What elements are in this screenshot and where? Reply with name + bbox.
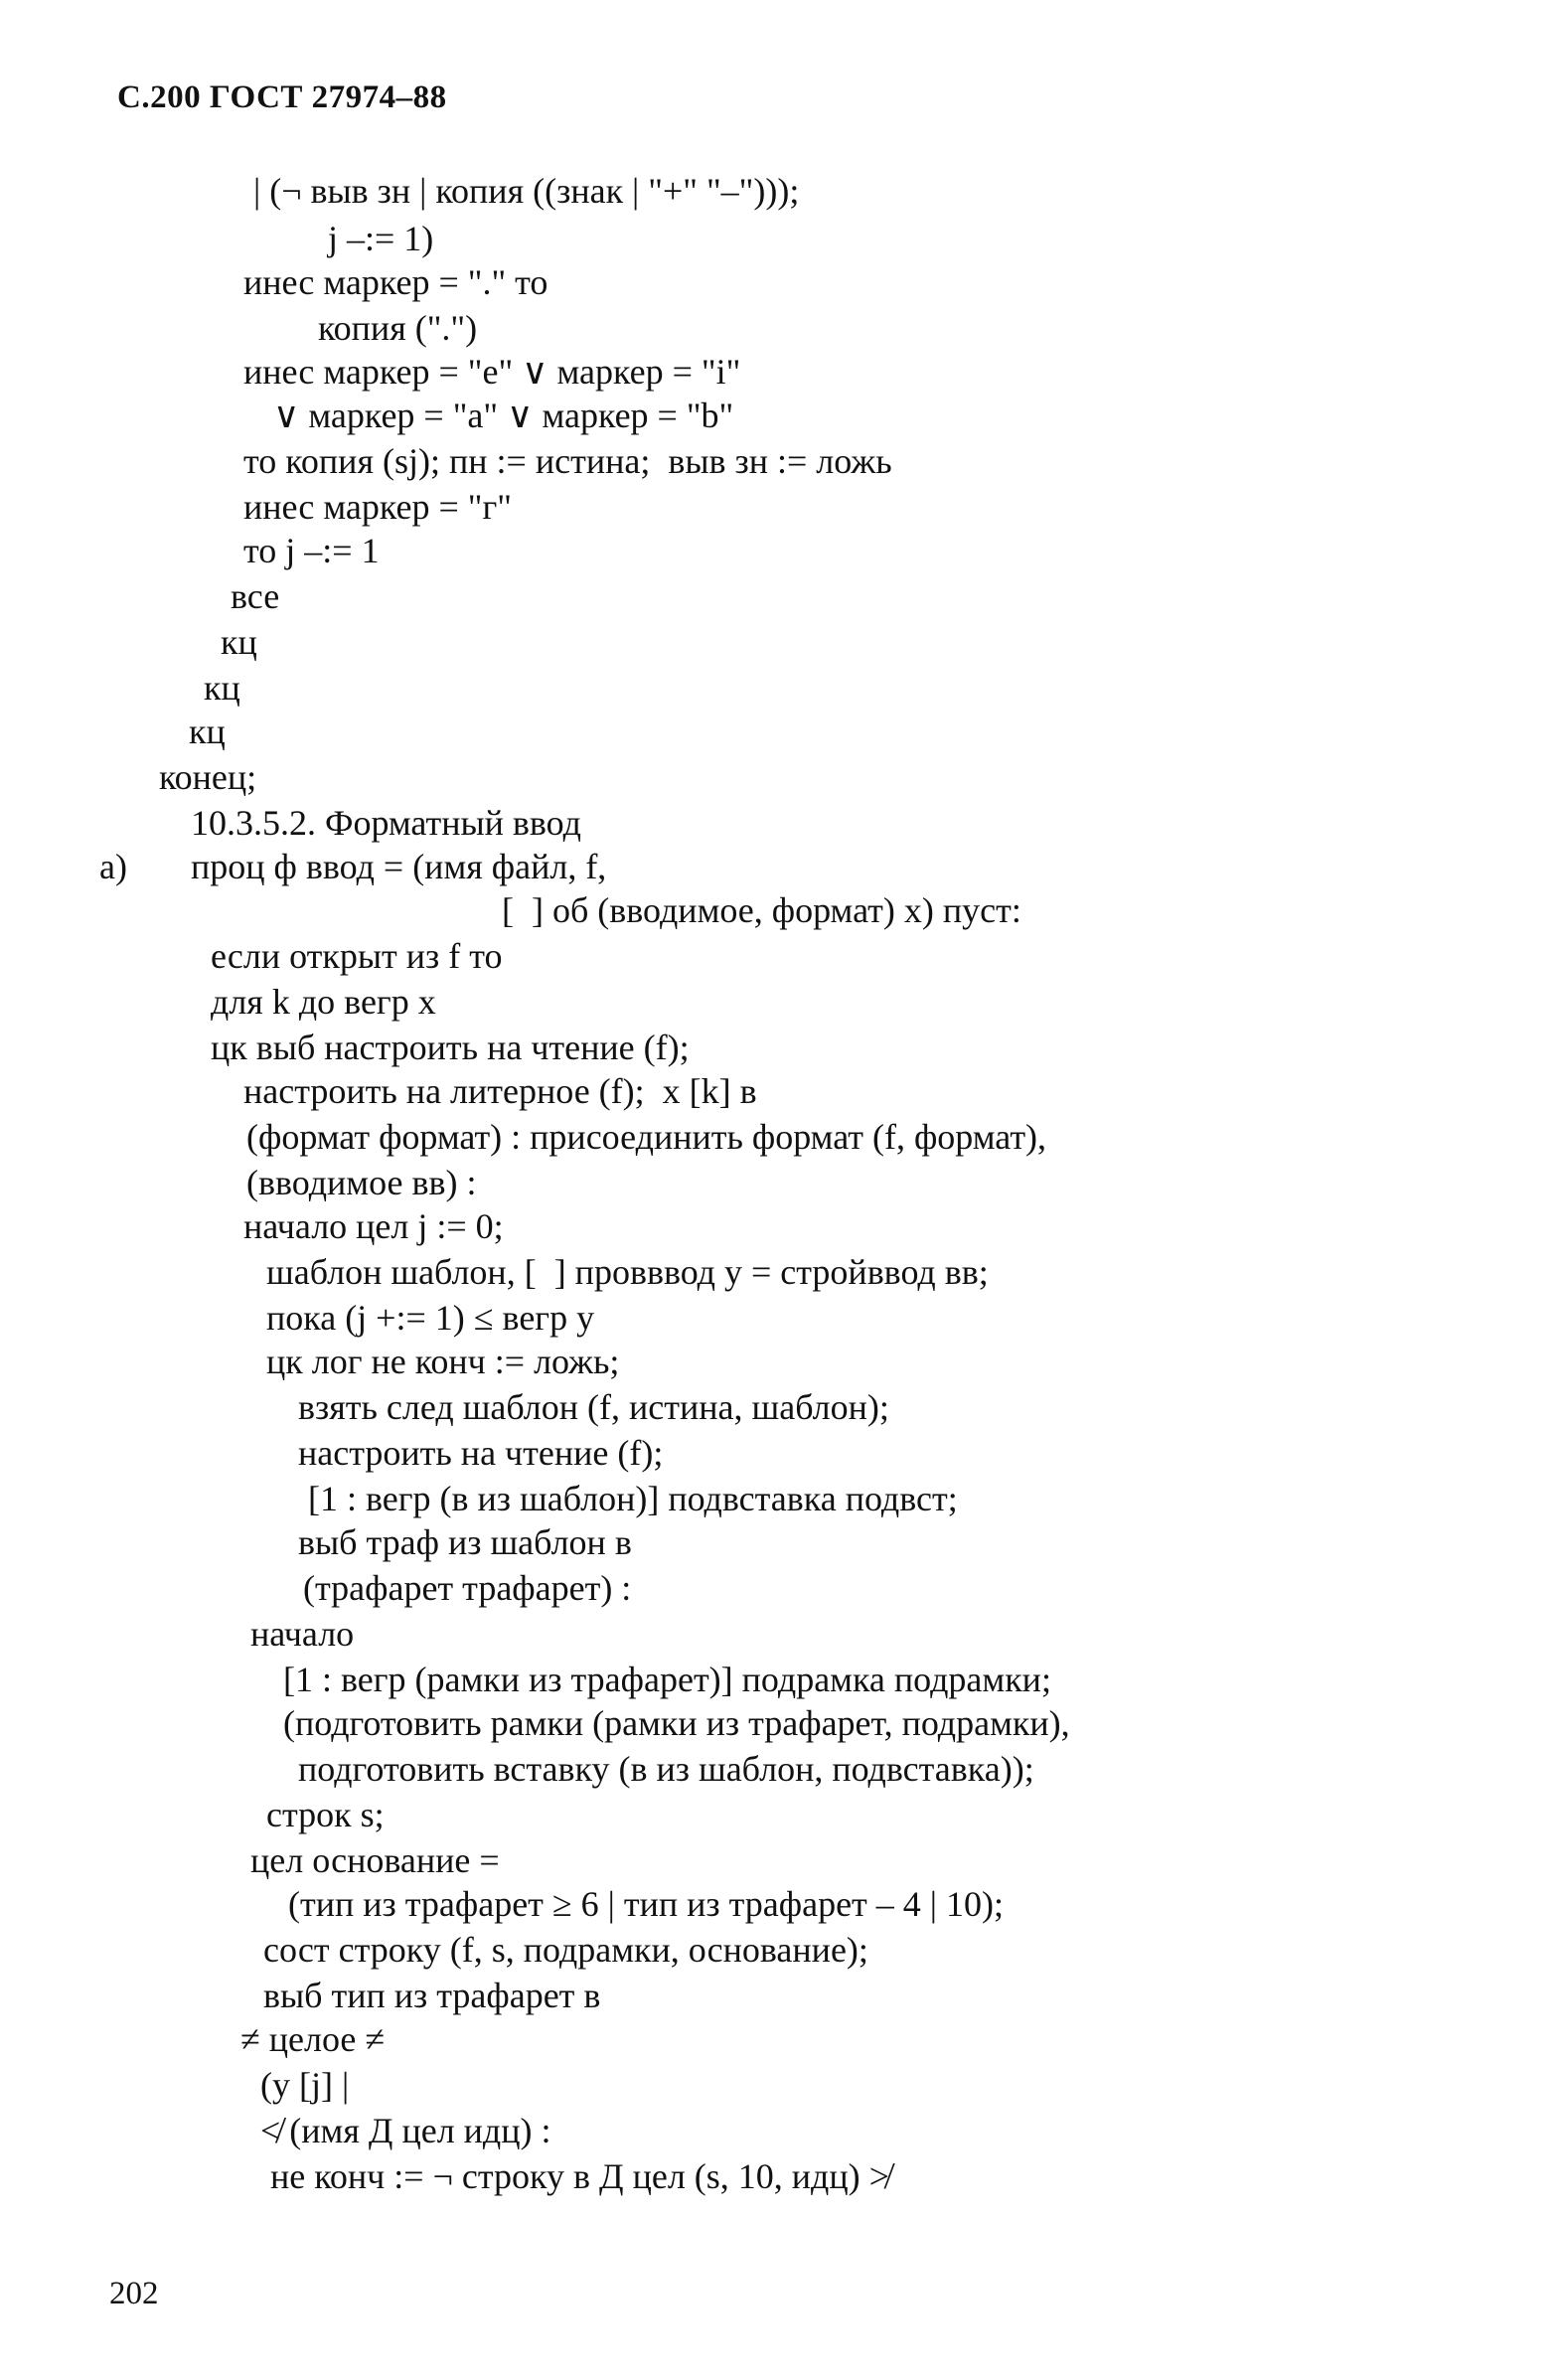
section-heading: 10.3.5.2. Форматный ввод — [191, 803, 581, 843]
code-line: выб тип из трафарет в — [263, 1976, 601, 2015]
code-line: начало — [250, 1614, 355, 1654]
code-line: ∨ маркер = "а" ∨ маркер = "b" — [273, 396, 734, 435]
code-line: цк лог не конч := ложь; — [266, 1342, 620, 1381]
code-line: (вводимое вв) : — [246, 1163, 477, 1202]
code-line: инес маркер = "." то — [243, 262, 548, 302]
code-line: выб траф из шаблон в — [298, 1522, 632, 1562]
code-line: цк выб настроить на чтение (f); — [211, 1028, 690, 1067]
code-line: если открыт из f то — [211, 936, 503, 976]
code-line: для k до вегр х — [211, 982, 436, 1022]
code-line: взять след шаблон (f, истина, шаблон); — [298, 1387, 889, 1427]
code-line: j –:= 1) — [328, 219, 434, 258]
code-line: пока (j +:= 1) ≤ вегр у — [266, 1298, 595, 1338]
code-line: (формат формат) : присоединить формат (f, формат), — [246, 1117, 1047, 1157]
code-line: кц — [189, 712, 226, 751]
page-number: 202 — [109, 2276, 159, 2311]
code-line: проц ф ввод = (имя файл, f, — [191, 847, 607, 886]
code-line: копия (".") — [318, 308, 478, 348]
page-header: С.200 ГОСТ 27974–88 — [117, 79, 447, 115]
code-line: начало цел j := 0; — [243, 1206, 504, 1246]
code-line: строк s; — [266, 1795, 385, 1834]
code-line: кц — [204, 668, 240, 708]
code-line: не конч := ¬ строку в Д цел (s, 10, идц) ≯ — [270, 2156, 889, 2196]
code-line: то j –:= 1 — [243, 531, 380, 570]
code-line: (подготовить рамки (рамки из трафарет, подрамки), — [283, 1703, 1070, 1743]
code-line: (у [j] | — [260, 2065, 350, 2105]
code-line: настроить на чтение (f); — [298, 1433, 664, 1473]
code-line: все — [231, 576, 280, 616]
code-line: [ ] об (вводимое, формат) х) пуст: — [502, 890, 1021, 930]
code-line: ≠ целое ≠ — [240, 2019, 386, 2059]
code-line: (тип из трафарет ≥ 6 | тип из трафарет – 4 | 10); — [288, 1884, 1004, 1924]
code-line: инес маркер = "е" ∨ маркер = "i" — [243, 352, 741, 392]
code-line: (трафарет трафарет) : — [303, 1568, 632, 1608]
code-line: конец; — [159, 757, 257, 797]
code-line: настроить на литерное (f); х [k] в — [243, 1071, 757, 1111]
code-line: шаблон шаблон, [ ] провввод у = стройввод вв; — [266, 1252, 989, 1292]
code-line: подготовить вставку (в из шаблон, подвставка)); — [298, 1749, 1034, 1789]
code-line: | (¬ выв зн | копия ((знак | "+" "–"))); — [253, 171, 800, 211]
code-line: ≮ (имя Д цел идц) : — [260, 2111, 551, 2150]
item-label: а) — [99, 847, 127, 886]
code-line: то копия (sj); пн := истина; выв зн := ложь — [243, 441, 892, 481]
code-line: цел основание = — [250, 1840, 500, 1880]
code-line: [1 : вегр (в из шаблон)] подвставка подвст; — [308, 1479, 958, 1518]
code-line: инес маркер = "г" — [243, 487, 512, 527]
code-line: сост строку (f, s, подрамки, основание); — [263, 1930, 868, 1970]
code-line: кц — [221, 622, 257, 662]
code-line: [1 : вегр (рамки из трафарет)] подрамка подрамки; — [283, 1660, 1051, 1699]
